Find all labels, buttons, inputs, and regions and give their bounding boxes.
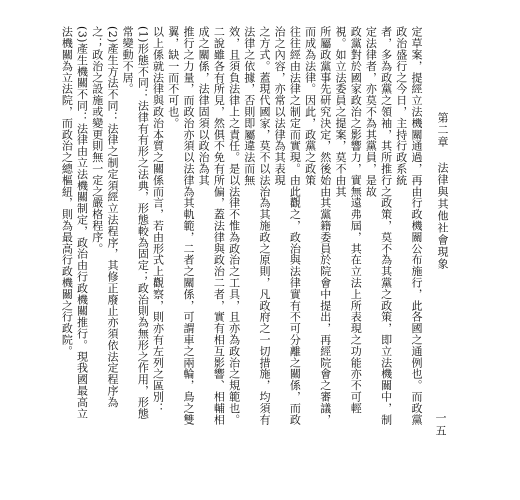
list-item: (1)形態不同：法律有有形之法典，形態較為固定；政治則為無形之作用，形態常變動不居。 (121, 26, 150, 419)
running-head (434, 112, 450, 352)
paragraph: 定草案，提經立法機關通過，再由行政機關公布施行，此各國之通例也。而政黨政治盛行之今日，主持行政系統 (394, 26, 423, 425)
body-text (32, 26, 424, 426)
paragraph: 之方式。蓋現代國家，莫不以法治為其施政之原則，凡政府之一切措施，均須有法律之依據，否則即屬違法而無 (242, 26, 271, 425)
chapter-label: 第二章 (436, 112, 449, 148)
paragraph: 往往經由法律之制定而實現。由此觀之，政治與法律實有不可分離之關係，而政治之內容，亦常以法律為其表現 (273, 26, 302, 425)
list-item: (3)產生機關不同：法律由立法機關制定，政治由行政機關推行。現我國最高立法機關為立法院，而政治之總樞紐，則為最高行政機關之行政院。 (60, 26, 89, 419)
paragraph: 推行之力量，而政治亦須以法律為其軌範，二者之關係，可謂車之兩輪，鳥之雙翼，缺一而不可也。 (166, 26, 195, 425)
page-number: 一五 (434, 412, 447, 438)
paragraph: 者，多為政黨之領袖，其所推行之政策，莫不為其黨之政策，即立法機關中，制定法律者，亦莫不為其黨員，是故 (364, 26, 393, 425)
list-item: (2)產生方法不同：法律之制定須經立法程序，其修正廢止亦須依法定程序為之；政治之設施或變更則無一定之嚴格程序。 (90, 26, 119, 408)
paragraph: 二說雖各有所見，然俱不免有所偏，蓋法律與政治二者，實有相互影響、相輔相成之關係，法律固須以政治為其 (197, 26, 226, 425)
paragraph: 效，且須負法律上之責任。是以法律不惟為政治之工具，且亦為政治之規範也。 (227, 26, 241, 425)
paragraph: 以上係就法律與政治本質之關係而言，若由形式上觀察，則亦有左列之區別： (151, 26, 165, 414)
paragraph: 所屬政黨事先研究決定，然後始由其黨籍委員於院會中提出，再經院會之審議，而成為法律。因此，政黨之政策 (303, 26, 332, 425)
paragraph: 政黨對於國家政治之影響力，實無遠弗屆，其在立法上所表現之功能亦不可輕視。如立法委員之提案，莫不由其 (333, 26, 363, 414)
chapter-title: 法律與其他社會現象 (436, 162, 449, 270)
